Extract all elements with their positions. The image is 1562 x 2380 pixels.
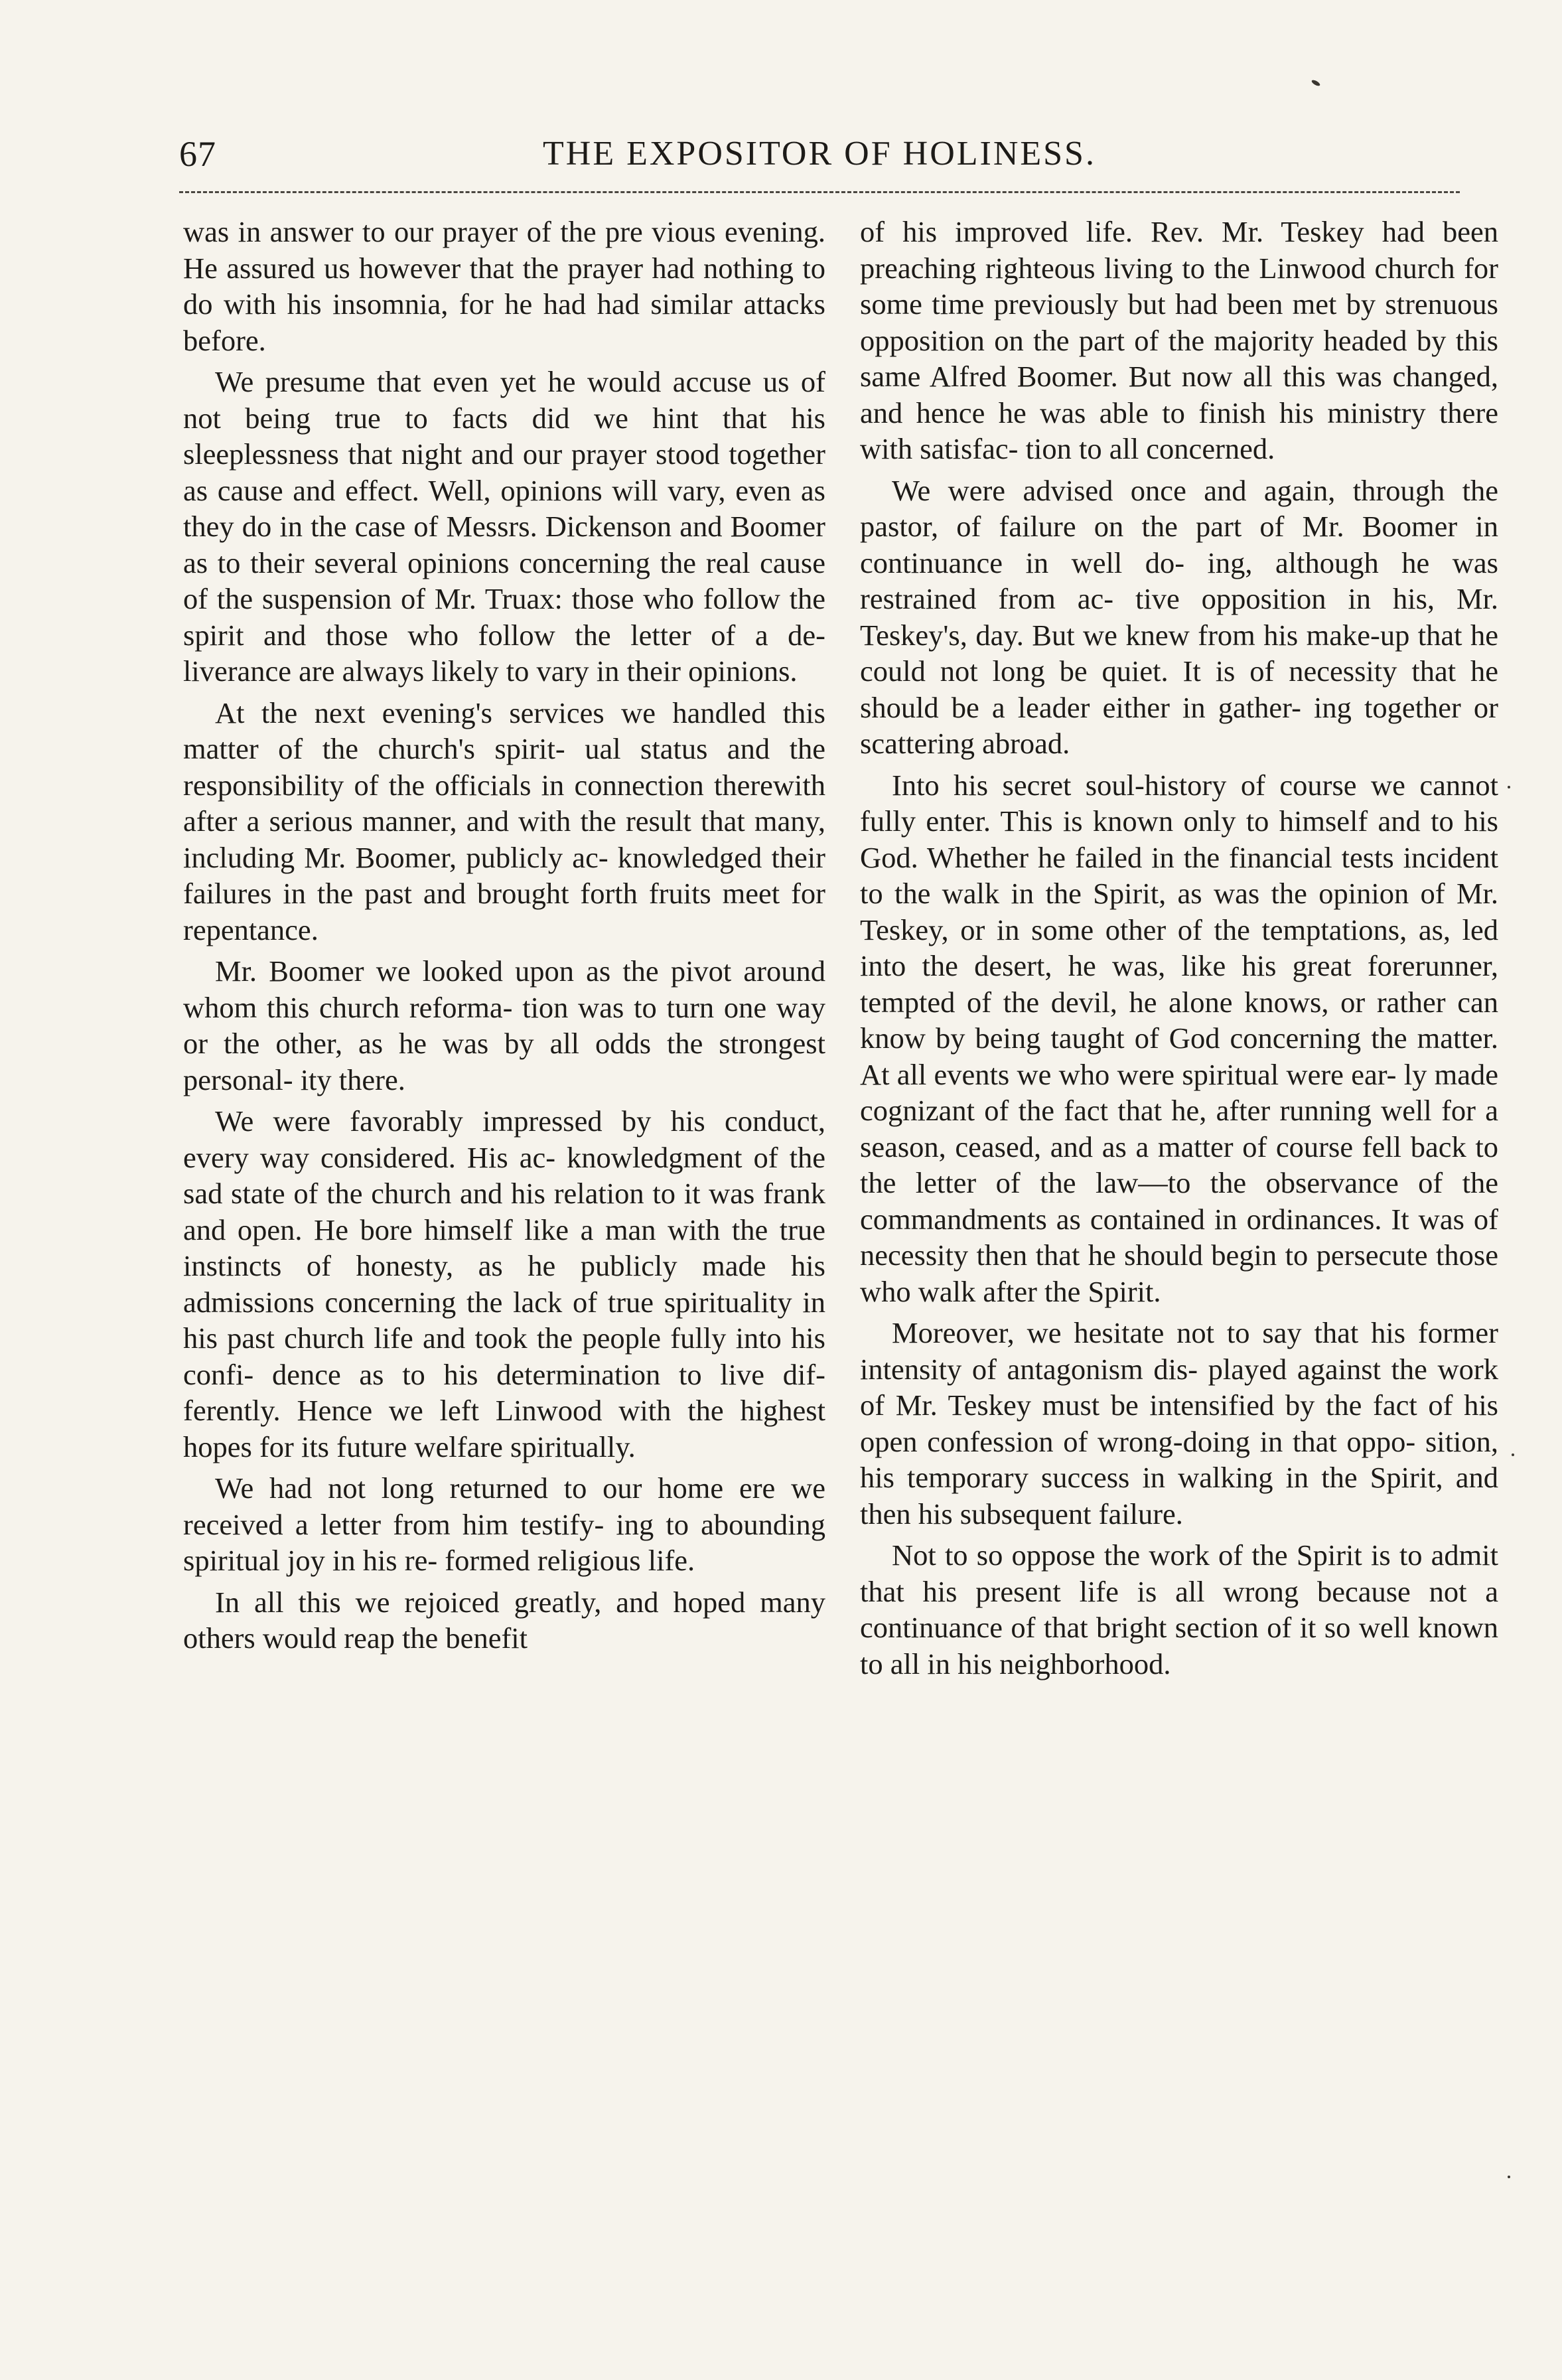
paragraph: We were favorably impressed by his conduct, every way considered. His ac- knowledgment of the sad state of the church and his relation to it was frank and open. He bore himself like a man with the true instincts of honesty, as he publicly made his admissions concerning the lack of true spirituality in his past church life and took the people fully into his confi- dence as to his determination to live dif- ferently. Hence we left Linwood with the highest hopes for its future welfare spiritually. bbox=[183, 1104, 825, 1463]
left-column bbox=[183, 214, 825, 1662]
header-rule bbox=[179, 191, 1460, 193]
paragraph: We presume that even yet he would accuse us of not being true to facts did we hint that his sleeplessness that night and our prayer stood together as cause and effect. Well, opinions will vary, even as they do in the case of Messrs. Dickenson and Boomer as to their several opinions concerning the real cause of the suspension of Mr. Truax: those who follow the spirit and those who follow the letter of a de- liverance are always likely to vary in their opinions. bbox=[183, 365, 825, 688]
paragraph: We had not long returned to our home ere we received a letter from him testify- ing to abounding spiritual joy in his re- formed religious life. bbox=[183, 1471, 825, 1577]
paragraph: was in answer to our prayer of the pre vious evening. He assured us however that the prayer had nothing to do with his insomnia, for he had had similar attacks before. bbox=[183, 215, 825, 357]
paragraph: Into his secret soul-history of course we cannot fully enter. This is known only to himself and to his God. Whether he failed in the financial tests incident to the walk in the Spirit, as was the opinion of Mr. Teskey, or in some other of the temptations, as, led into the desert, he was, like his great forerunner, tempted of the devil, he alone knows, or rather can know by being taught of God concerning the matter. At all events we who were spiritual were ear- ly made cognizant of the fact that he, after running well for a season, ceased, and as a matter of course fell back to the letter of the law—to the observance of the commandments as contained in ordinances. It was of necessity then that he should begin to persecute those who walk after the Spirit. bbox=[860, 768, 1498, 1308]
ink-speck bbox=[1311, 79, 1320, 87]
page-header bbox=[179, 127, 1460, 181]
paragraph: of his improved life. Rev. Mr. Teskey had been preaching righteous living to the Linwood church for some time previously but had been met by strenuous opposition on the part of the majority headed by this same Alfred Boomer. But now all this was changed, and hence he was able to finish his ministry there with satisfac- tion to all concerned. bbox=[860, 215, 1498, 465]
ink-speck bbox=[1512, 1453, 1514, 1456]
page-number: 67 bbox=[179, 134, 216, 174]
running-title: THE EXPOSITOR OF HOLINESS. bbox=[543, 135, 1096, 173]
paragraph: At the next evening's services we handled this matter of the church's spirit- ual status and the responsibility of the officials in connection therewith after a serious manner, and with the result that many, including Mr. Boomer, publicly ac- knowledged their failures in the past and brought forth fruits meet for repentance. bbox=[183, 696, 825, 946]
right-column bbox=[860, 214, 1498, 1687]
paragraph: Mr. Boomer we looked upon as the pivot around whom this church reforma- tion was to turn one way or the other, as he was by all odds the strongest personal- ity there. bbox=[183, 954, 825, 1096]
paragraph: Moreover, we hesitate not to say that his former intensity of antagonism dis- played against the work of Mr. Teskey must be intensified by the fact of his open confession of wrong-doing in that oppo- sition, his temporary success in walking in the Spirit, and then his subsequent failure. bbox=[860, 1316, 1498, 1530]
paragraph: We were advised once and again, through the pastor, of failure on the part of Mr. Boomer in continuance in well do- ing, although he was restrained from ac- tive opposition in his, Mr. Teskey's, day. But we knew from his make-up that he could not long be quiet. It is of necessity that he should be a leader either in gather- ing together or scattering abroad. bbox=[860, 473, 1498, 760]
paragraph: Not to so oppose the work of the Spirit is to admit that his present life is all wrong because not a continuance of that bright section of it so well known to all in his neighborhood. bbox=[860, 1538, 1498, 1680]
paragraph: In all this we rejoiced greatly, and hoped many others would reap the benefit bbox=[183, 1585, 825, 1655]
ink-speck bbox=[1508, 2176, 1510, 2178]
ink-speck bbox=[1508, 786, 1510, 788]
